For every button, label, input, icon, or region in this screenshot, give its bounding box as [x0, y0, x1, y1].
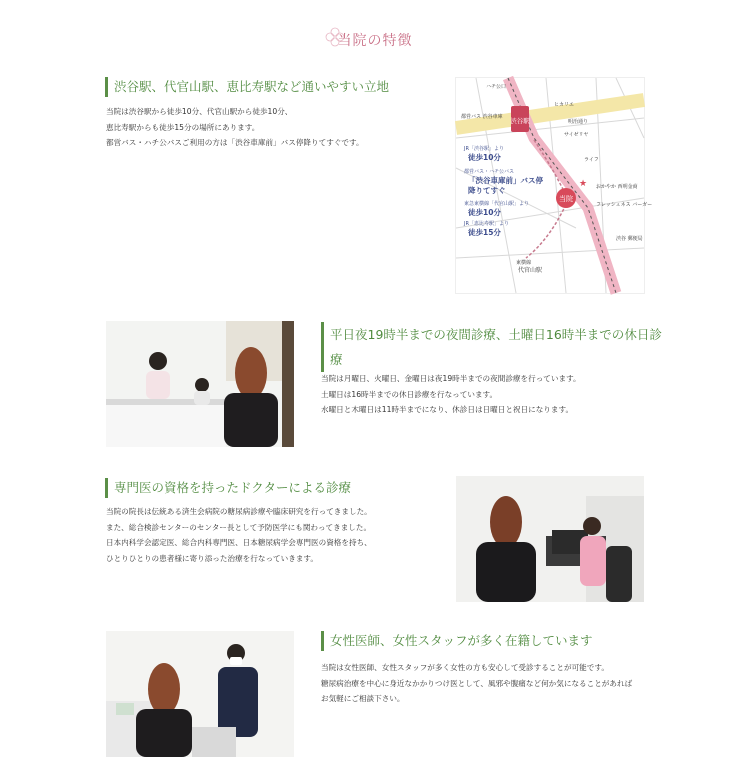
photo-reception	[106, 321, 294, 447]
map-label-life: ライフ	[584, 157, 599, 163]
feature-line: ひとりひとりの患者様に寄り添った治療を行なっていきます。	[106, 553, 319, 563]
access-map	[455, 77, 653, 294]
map-label-garage: 都営バス 渋谷車庫	[461, 114, 503, 120]
clinic-star-icon: ★	[579, 179, 588, 189]
map-route3-time: 徒歩10分	[468, 208, 501, 217]
feature-line: 当院は月曜日、火曜日、金曜日は夜19時半までの夜間診療を行っています。	[321, 374, 581, 383]
map-label-fresh: フレッシュネス バーガー	[596, 202, 653, 208]
feature-line: また、総合検診センターのセンター長として予防医学にも関わってきました。	[106, 522, 372, 532]
photo-female-staff	[106, 631, 294, 757]
feature-heading-hours	[321, 322, 662, 372]
map-label-daikanyama-sub: 東横線	[516, 260, 532, 266]
feature-heading-hours-line2: 療	[330, 352, 343, 367]
map-label-meiji: 明治通り	[568, 119, 589, 125]
map-route1-time: 徒歩10分	[468, 153, 501, 162]
feature-text-specialist	[106, 504, 372, 566]
section-title: 当院の特徴	[337, 33, 413, 49]
map-shibuya-station: 渋谷駅	[510, 117, 530, 125]
clinic-marker-label: 当院	[559, 195, 573, 203]
feature-heading-hours-line1: 平日夜19時半までの夜間診療、土曜日16時半までの休日診	[330, 327, 662, 342]
feature-line: 当院は女性医師、女性スタッフが多く女性の方も安心して受診することが可能です。	[321, 663, 609, 672]
map-route4-time: 徒歩15分	[468, 228, 501, 237]
feature-heading-female-staff: 女性医師、女性スタッフが多く在籍しています	[321, 631, 593, 651]
map-label-shoten: おかやか 西明金商	[596, 184, 638, 190]
map-route1-from: JR「渋谷駅」より	[464, 146, 504, 152]
map-label-post: 渋谷 郵便局	[616, 236, 643, 242]
feature-heading-location: 渋谷駅、代官山駅、恵比寿駅など通いやすい立地	[105, 77, 389, 97]
map-label-daikanyama: 代官山駅	[518, 267, 543, 274]
feature-heading-specialist: 専門医の資格を持ったドクターによる診療	[105, 478, 351, 498]
photo-consultation	[456, 476, 644, 602]
map-route2-from: 都営バス・ハチ公バス	[464, 169, 515, 175]
map-label-saizeriya: サイゼリヤ	[564, 132, 589, 138]
feature-text-hours	[321, 371, 581, 418]
feature-line: 糖尿病治療を中心に身近なかかりつけ医として、風邪や腹痛など何か気になることがあれば	[321, 678, 633, 688]
map-route4-from: JR「恵比寿駅」より	[464, 221, 509, 227]
feature-line: 都営バス・ハチ公バスご利用の方は「渋谷車庫前」バス停降りてすぐです。	[106, 138, 364, 147]
map-route3-from: 東急東横線「代官山駅」より	[464, 201, 530, 207]
map-route2-stop: 「渋谷車庫前」バス停	[468, 176, 543, 185]
feature-line: 当院の院長は伝統ある済生会病院の糖尿病診療や臨床研究を行ってきました。	[106, 507, 372, 516]
map-label-hachiko: ハチ公口	[486, 84, 507, 90]
feature-line: 土曜日は16時半までの休日診療を行なっています。	[321, 389, 498, 399]
feature-text-female-staff	[321, 660, 632, 707]
map-route2-desc: 降りてすぐ	[468, 186, 506, 195]
feature-text-location	[106, 104, 364, 151]
feature-line: 水曜日と木曜日は11時半までになり、休診日は日曜日と祝日になります。	[321, 405, 574, 414]
map-label-hikarie: ヒカリエ	[554, 102, 574, 108]
feature-line: 恵比寿駅からも徒歩15分の場所にあります。	[106, 122, 260, 132]
feature-line: お気軽にご相談下さい。	[321, 694, 405, 703]
feature-line: 当院は渋谷駅から徒歩10分、代官山駅から徒歩10分、	[106, 107, 293, 116]
feature-line: 日本内科学会認定医、総合内科専門医、日本糖尿病学会専門医の資格を持ち、	[106, 538, 372, 547]
